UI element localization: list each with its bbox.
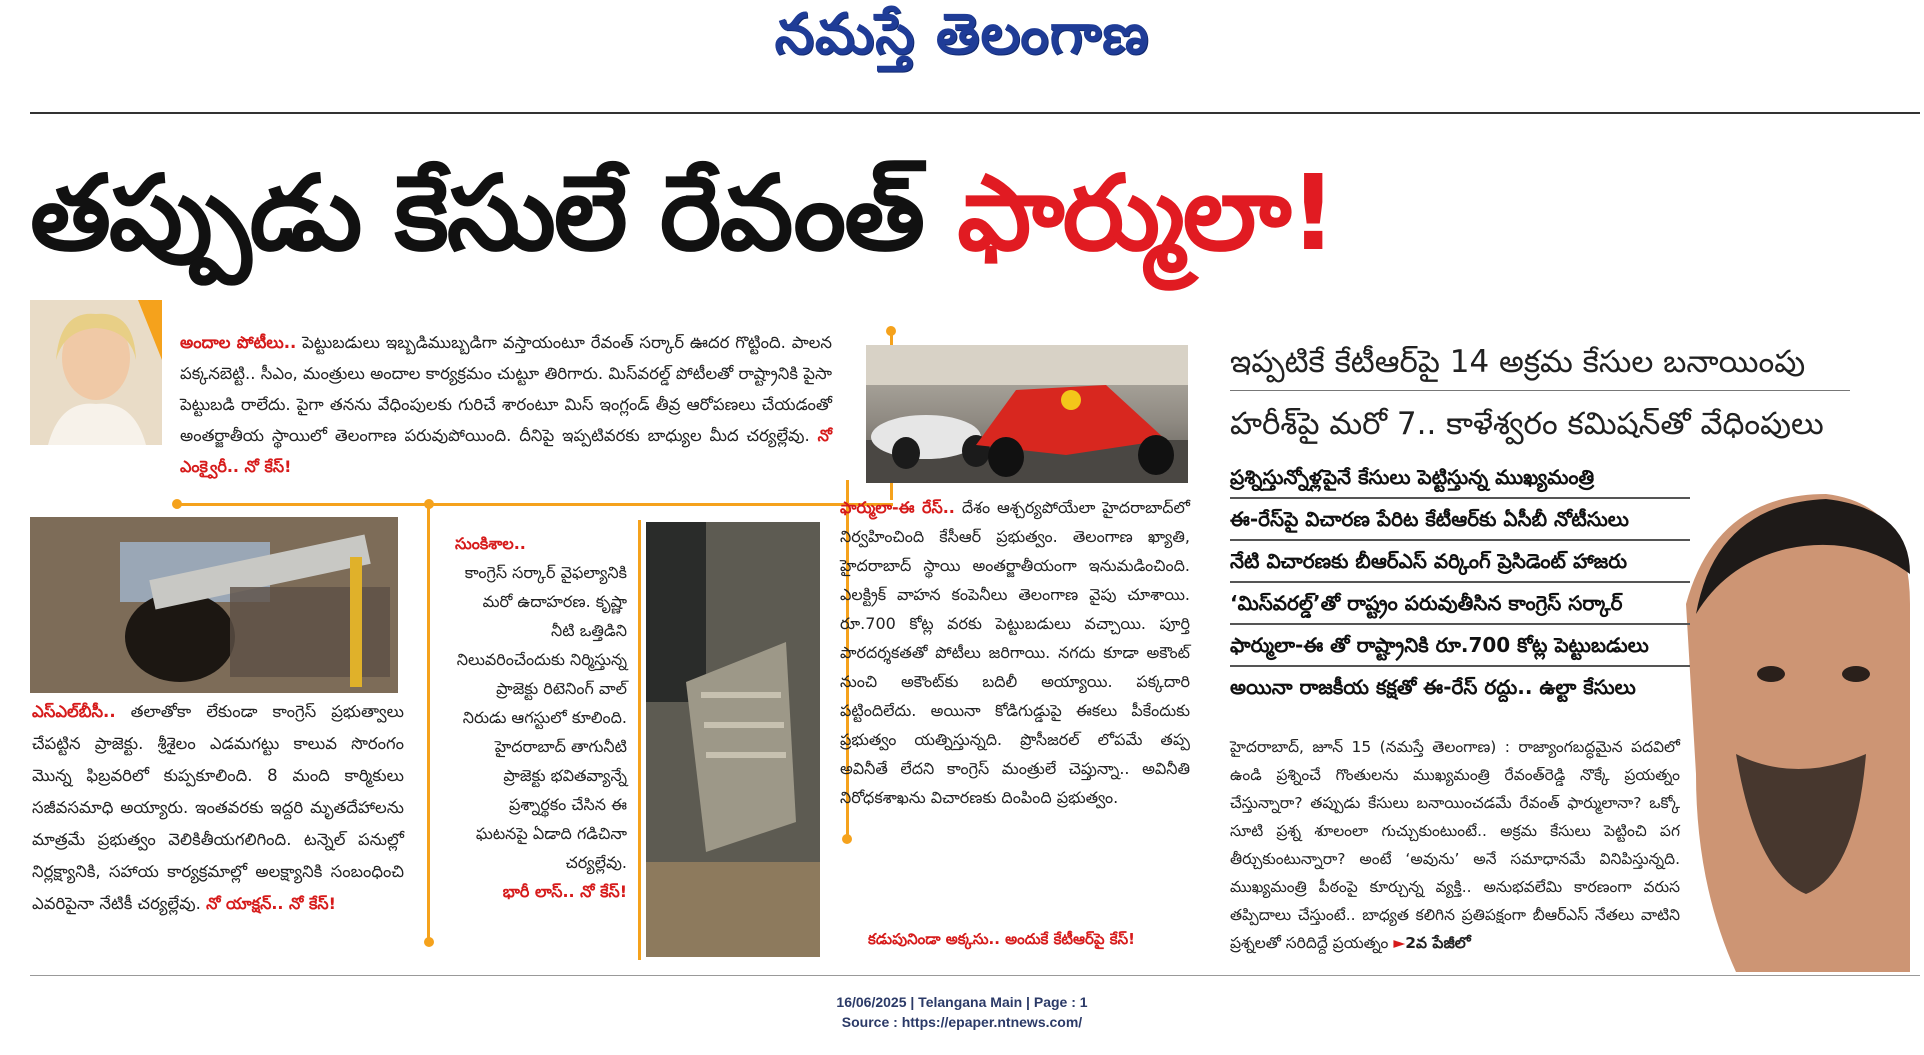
story-pageant-lead: అందాల పోటీలు.. — [180, 333, 297, 352]
kicker-ktr-cases: ఇప్పటికే కేటీఆర్‌పై 14 అక్రమ కేసుల బనాయింపు — [1230, 344, 1806, 380]
story-lead-body: రాజ్యాంగబద్ధమైన పదవిలో ఉండి ప్రశ్నించే గొంతులను ముఖ్యమంత్రి రేవంత్‌రెడ్డి నొక్కే ప్రయత్నం చేస్తున్నారా? తప్పుడు కేసులు బనాయించడమే రేవంత్ ఫార్ములానా? ఒక్కో సూటి ప్రశ్న శూలంలా గుచ్చుకుంటుంటే.. అక్రమ కేసులు పెట్టించి పగ తీర్చుకుంటున్నారా? అంటే ‘అవును’ అనే సమాధానమే వినిపిస్తున్నది. ముఖ్యమంత్రి పీఠంపై కూర్చున్న వ్యక్తి.. అనుభవలేమి కారణంగా వరుస తప్పిదాలు చేస్తుంటే.. బాధ్యత కలిగిన ప్రతిపక్షంగా బీఆర్‌ఎస్ నేతలు వాటిని ప్రశ్నలతో సరిదిద్దే ప్రయత్నం — [1230, 738, 1681, 952]
continued-arrow-icon: ► — [1393, 934, 1406, 952]
story-pageant-tag: నో ఎంక్వైరీ.. నో కేస్! — [180, 426, 833, 476]
story-lead-dateline: హైదరాబాద్, జూన్ 15 (నమస్తే తెలంగాణ) : — [1230, 738, 1510, 756]
story-sunkishala-lead: సుంకిశాల.. — [455, 534, 526, 553]
footer-date-page: 16/06/2025 | Telangana Main | Page : 1 — [836, 994, 1088, 1010]
story-formula-e — [840, 493, 1190, 812]
story-slbc — [32, 696, 404, 920]
masthead-logo: నమస్తే తెలంగాణ — [774, 2, 1150, 67]
connector-dot — [886, 326, 896, 336]
story-lead-continued: 2వ పేజీలో — [1405, 934, 1471, 952]
connector-line — [638, 520, 641, 960]
story-sunkishala-body: కాంగ్రెస్ సర్కార్ వైఫల్యానికి మరో ఉదాహరణ. కృష్ణా నీటి ఒత్తిడిని నిలువరించేందుకు నిర్మిస్తున్న ప్రాజెక్టు రిటెనింగ్ వాల్ నిరుడు ఆగస్టులో కూలింది. హైదరాబాద్ తాగునీటి ప్రాజెక్టు భవితవ్యాన్నే ప్రశ్నార్థకం చేసిన ఈ ఘటనపై ఏడాది గడిచినా చర్యల్లేవు. — [456, 563, 627, 872]
story-formula-e-body: దేశం ఆశ్చర్యపోయేలా హైదరాబాద్‌లో నిర్వహించింది కేసీఆర్ ప్రభుత్వం. తెలంగాణ ఖ్యాతి, హైదరాబాద్ స్థాయి అంతర్జాతీయంగా ఇనుమడించింది. ఎలక్ట్రిక్ వాహన కంపెనీలు తెలంగాణ వైపు చూశాయి. రూ.700 కోట్ల వరకు పెట్టుబడులు వచ్చాయి. పూర్తి పారదర్శకతతో పోటీలు జరిగాయి. నగదు కూడా అకౌంట్ నుంచి అకౌంట్‌కు బదిలీ అయ్యాయి. పక్కదారి పట్టిందిలేదు. అయినా కోడిగుడ్డుపై ఈకలు పీకేందుకు ప్రభుత్వం యత్నిస్తున్నది. ప్రొసీజరల్ లోపమే తప్ప అవినీతే లేదని కాంగ్రెస్ మంత్రులే చెప్తున్నా.. అవినీతి నిరోధకశాఖను విచారణకు దింపింది ప్రభుత్వం. — [840, 498, 1190, 807]
connector-dot — [842, 834, 852, 844]
masthead-rule — [30, 112, 1920, 114]
story-pageant — [180, 327, 832, 482]
story-pageant-body: పెట్టుబడులు ఇబ్బడిముబ్బడిగా వస్తాయంటూ రేవంత్ సర్కార్ ఊదర గొట్టింది. పాలన పక్కనబెట్టి.. సీఎం, మంత్రులు అందాల కార్యక్రమం చుట్టూ తిరిగారు. మిస్‌వరల్డ్ పోటీలతో రాష్ట్రానికి పైసా పెట్టుబడి రాలేదు. పైగా తనను వేధింపులకు గురిచే శారంటూ మిస్ ఇంగ్లండ్ తీవ్ర ఆరోపణలు చేయడంతో అంతర్జాతీయ స్థాయిలో తెలంగాణ పరువుపోయింది. దీనిపై ఇప్పటివరకు బాధ్యుల మీద చర్యల్లేవు. — [180, 333, 833, 445]
kicker-divider — [1230, 390, 1850, 391]
connector-line — [175, 503, 893, 506]
headline-accent: ఫార్ములా! — [957, 152, 1335, 274]
bullet-item: ఫార్ములా-ఈ తో రాష్ట్రానికి రూ.700 కోట్ల పెట్టుబడులు — [1230, 625, 1690, 667]
slbc-tunnel-photo — [30, 517, 398, 693]
bullet-item: ప్రశ్నిస్తున్నోళ్లపైనే కేసులు పెట్టిస్తున్న ముఖ్యమంత్రి — [1230, 457, 1690, 499]
pageant-winner-photo — [30, 300, 162, 445]
story-slbc-tag: నో యాక్షన్.. నో కేస్! — [206, 894, 336, 913]
connector-dot — [172, 499, 182, 509]
story-formula-e-lead: ఫార్ములా-ఈ రేస్.. — [840, 498, 955, 517]
story-sunkishala — [455, 529, 627, 906]
story-slbc-lead: ఎస్‌ఎల్‌బీసీ.. — [32, 702, 116, 721]
bullet-item: ‘మిస్‌వరల్డ్’తో రాష్ట్రం పరువుతీసిన కాంగ్రెస్ సర్కార్ — [1230, 583, 1690, 625]
bullet-item: అయినా రాజకీయ కక్షతో ఈ-రేస్ రద్దు.. ఉల్టా కేసులు — [1230, 675, 1636, 699]
headline-main: తప్పుడు కేసులే రేవంత్ — [30, 152, 924, 274]
bullet-item: నేటి విచారణకు బీఆర్‌ఎస్ వర్కింగ్ ప్రెసిడెంట్ హాజరు — [1230, 541, 1690, 583]
headline — [30, 148, 1910, 278]
revanth-portrait-photo — [1676, 454, 1910, 972]
bullet-item: ఈ-రేస్‌పై విచారణ పేరిట కేటీఆర్‌కు ఏసీబీ నోటీసులు — [1230, 499, 1690, 541]
story-lead-article — [1230, 733, 1680, 957]
bullet-list — [1230, 457, 1690, 707]
sunkishala-collapse-photo — [646, 522, 820, 957]
connector-dot — [424, 937, 434, 947]
story-formula-e-tag: కడుపునిండా అక్కసు.. అందుకే కేటీఆర్‌పై కేస్! — [868, 930, 1135, 948]
kicker-harish-cases: హరీశ్‌పై మరో 7.. కాళేశ్వరం కమిషన్‌తో వేధింపులు — [1230, 406, 1824, 442]
bottom-rule — [30, 975, 1920, 976]
story-sunkishala-tag: భారీ లాస్.. నో కేస్! — [502, 882, 627, 901]
footer-source: Source : https://epaper.ntnews.com/ — [841, 1014, 1083, 1030]
connector-line — [427, 503, 430, 943]
formula-e-race-photo — [866, 345, 1188, 483]
story-slbc-body: తలాతోకా లేకుండా కాంగ్రెస్ ప్రభుత్వాలు చేపట్టిన ప్రాజెక్టు. శ్రీశైలం ఎడమగట్టు కాలువ సొరంగం మొన్న ఫిబ్రవరిలో కుప్పకూలింది. 8 మంది కార్మికులు సజీవసమాధి అయ్యారు. ఇంతవరకు ఇద్దరి మృతదేహాలను మాత్రమే ప్రభుత్వం వెలికితీయగలిగింది. టన్నెల్ పనుల్లో నిర్లక్ష్యానికి, సహాయ కార్యక్రమాల్లో అలక్ష్యానికి సంబంధించి ఎవరిపైనా నేటికీ చర్యల్లేవు. — [32, 702, 405, 913]
